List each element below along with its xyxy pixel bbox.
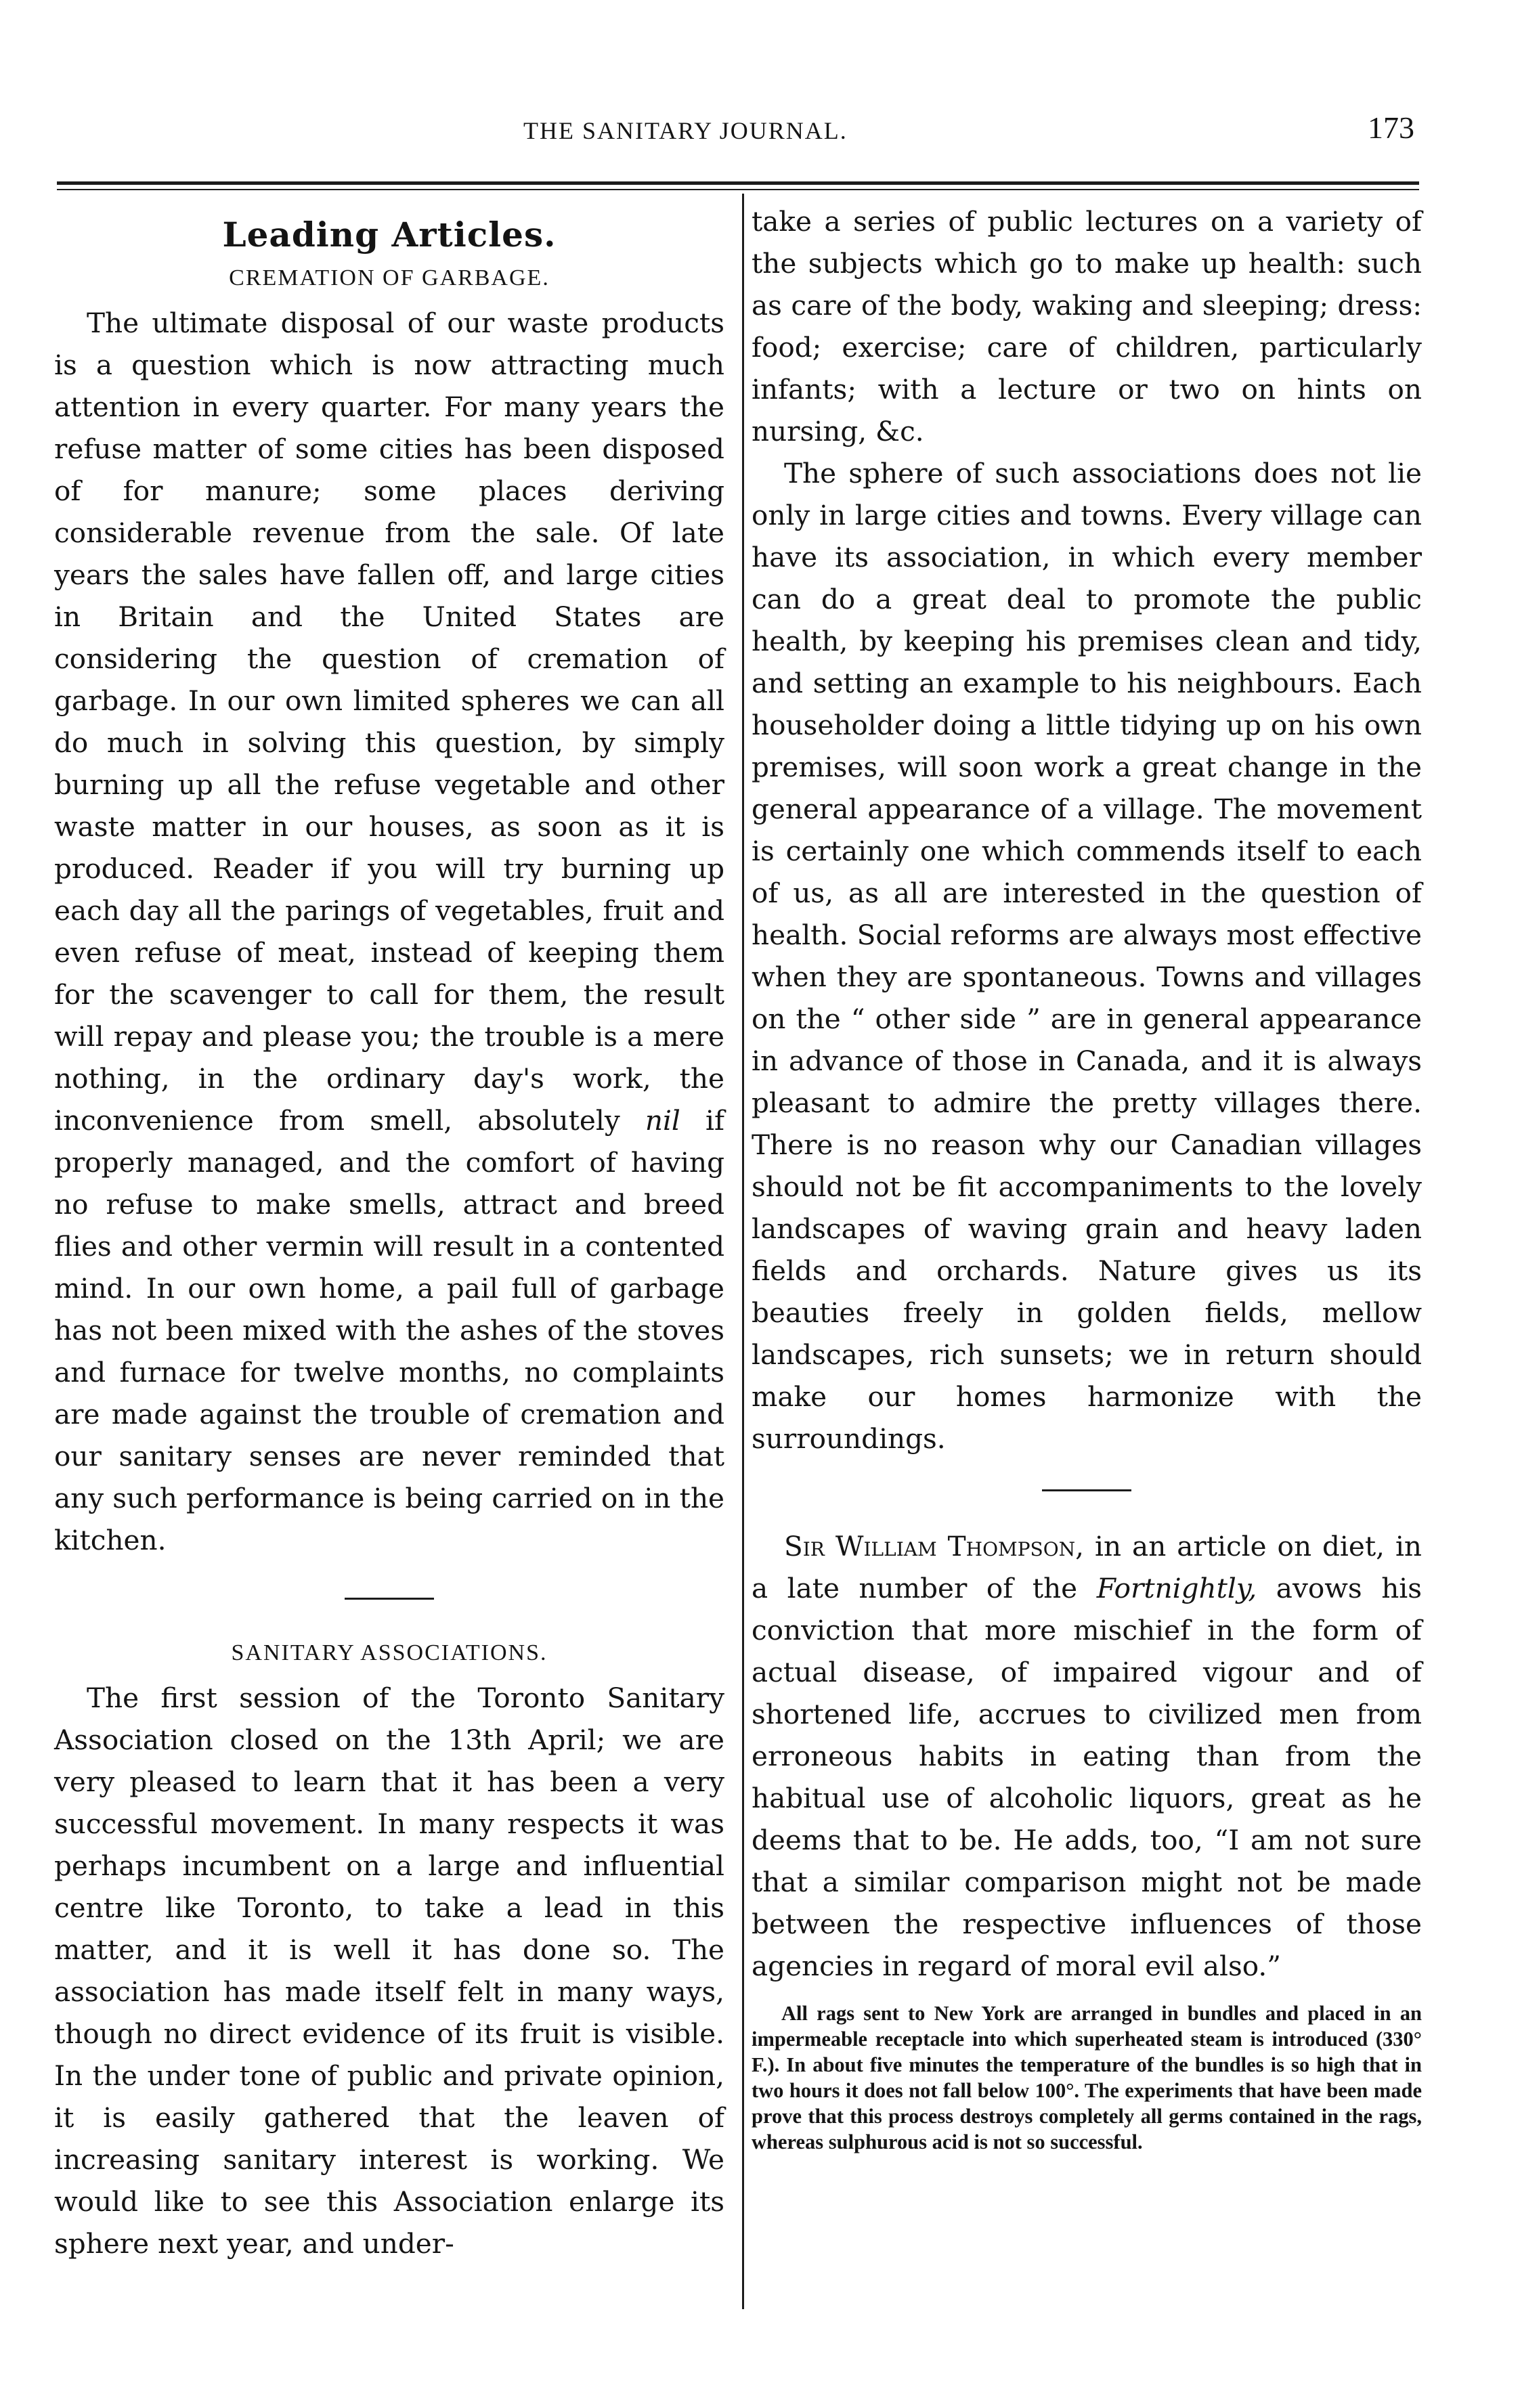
page-number: 173 (1368, 110, 1414, 145)
section-title: Leading Articles. (222, 215, 557, 255)
thompson-text-a: in an article on diet, in a late number of the (752, 1530, 1422, 1604)
italic-word: nil (645, 1104, 680, 1137)
right-column (752, 200, 1422, 2155)
column-divider (742, 194, 744, 2309)
thompson-paragraph (752, 1525, 1422, 1987)
article-heading-associations: SANITARY ASSOCIATIONS. (231, 1640, 548, 1665)
thompson-text-b: avows his conviction that more mischief in the form of actual disease, of impaired vigour and of shortened life, accrues to civilized men from erroneous habits in eating than from the habitual use of alcoholic liquors, great as he deems that to be. He adds, too, “I am not sure that a similar comparison might not be made between the respective influences of those agencies in regard of moral evil also.” (752, 1572, 1423, 1982)
section-divider (345, 1598, 434, 1600)
left-column (54, 200, 724, 2264)
header-rule-thin (57, 189, 1419, 190)
rags-note (752, 2000, 1422, 2155)
article-body-associations: The first session of the Toronto Sanitary Association closed on the 13th April; we are very pleased to learn that it has been a very successful movement. In many respects it was perhaps incumbent on a large and influential centre like Toronto, to take a lead in this matter, and it is well it has done so. The association has made itself felt in many ways, though no direct evidence of its fruit is visible. In the under tone of public and private opinion, it is easily gathered that the leaven of increasing sanitary interest is working. We would like to see this Association enlarge its sphere next year, and under- (54, 1682, 724, 2260)
journal-name: Fortnightly, (1096, 1572, 1257, 1604)
thompson-name: Sir William Thompson, (784, 1530, 1085, 1562)
article-body-cremation (54, 302, 724, 1561)
running-header: THE SANITARY JOURNAL. (523, 117, 848, 144)
article-heading-cremation: CREMATION OF GARBAGE. (229, 265, 550, 290)
header-rule (57, 181, 1419, 185)
rags-note-text: All rags sent to New York are arranged in bundles and placed in an impermeable receptacle into which superheated steam is introduced (330° F.). In about five minutes the temperature of the bundles is so high that in two hours it does not fall below 100°. The experiments that have been made prove that this process destroys completely all germs contained in the rags, whereas sulphurous acid is not so successful. (752, 2002, 1422, 2153)
article-body-cremation-text: The ultimate disposal of our waste products is a question which is now attracting much attention in every quarter. For many years the refuse matter of some cities has been disposed of for manure; some places deriving considerable revenue from the sale. Of late years the sales have fallen off, and large cities in Britain and the United States are considering the question of cremation of garbage. In our own limited spheres we can all do much in solving this question, by simply burning up all the refuse vegetable and other waste matter in our houses, as soon as it is produced. Reader if you will try burning up each day all the parings of vegetables, fruit and even refuse of meat, instead of keeping them for the scavenger to call for them, the result will repay and please you; the trouble is a mere nothing, in the ordinary day's work, the inconvenience from smell, absolutely (54, 307, 724, 1137)
article-body-villages: The sphere of such associations does not lie only in large cities and towns. Every village can have its association, in which every member can do a great deal to promote the public health, by keeping his premises clean and tidy, and setting an example to his neighbours. Each householder doing a little tidying up on his own premises, will soon work a great change in the general appearance of a village. The movement is certainly one which commends itself to each of us, as all are interested in the question of health. Social reforms are always most effective when they are spontaneous. Towns and villages on the “ other side ” are in general appearance in advance of those in Canada, and it is always pleasant to admire the pretty villages there. There is no reason why our Canadian villages should not be fit accompaniments to the lovely landscapes of waving grain and heavy laden fields and orchards. Nature gives us its beauties freely in golden fields, mellow landscapes, rich sunsets; we in return should make our homes harmonize with the surroundings. (752, 457, 1422, 1455)
article-body-cremation-end: if properly managed, and the comfort of having no refuse to make smells, attract and breed flies and other vermin will result in a contented mind. In our own home, a pail full of garbage has not been mixed with the ashes of the stoves and furnace for twelve months, no complaints are made against the trouble of cremation and our sanitary senses are never reminded that any such performance is being carried on in the kitchen. (54, 1104, 724, 1556)
section-divider-right (1042, 1489, 1131, 1491)
article-continuation: take a series of public lectures on a variety of the subjects which go to make up health: such as care of the body, waking and sleeping; dress: food; exercise; care of children, particularly infants; with a lecture or two on hints on nursing, &c. (752, 205, 1422, 447)
